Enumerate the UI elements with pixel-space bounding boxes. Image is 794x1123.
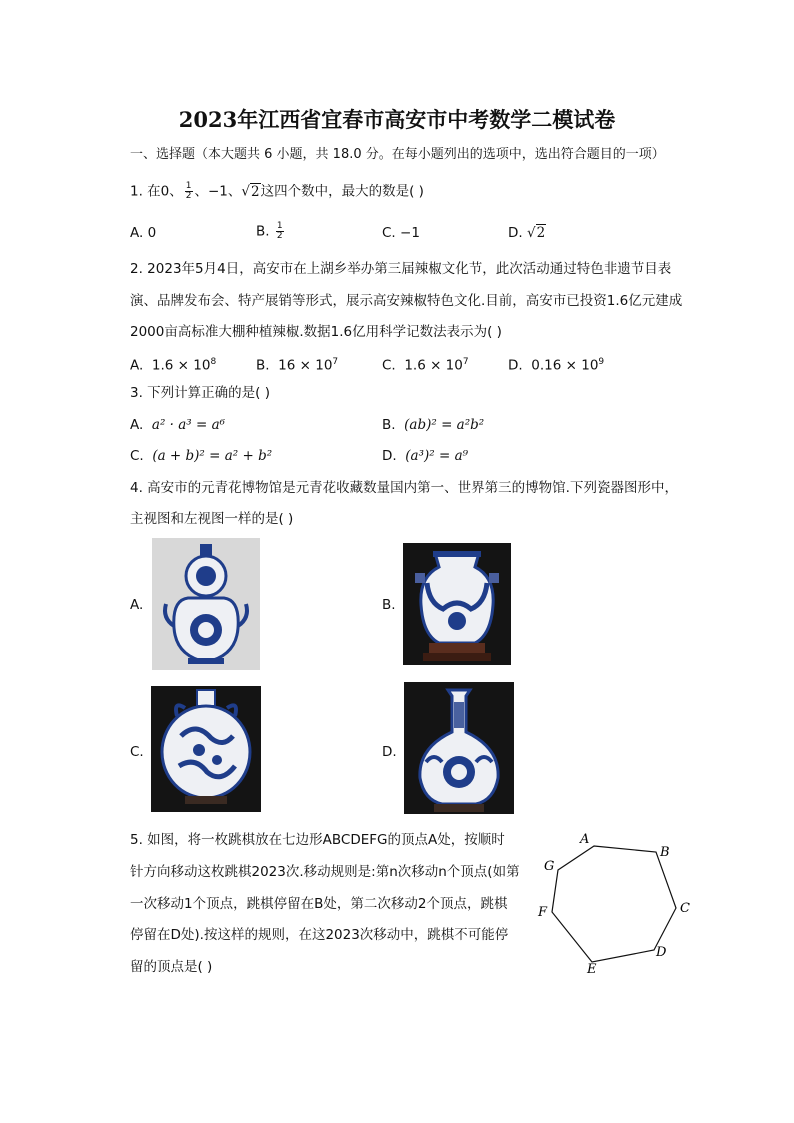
q4-vase-a-image[interactable]	[152, 538, 260, 670]
vertex-label-g: G	[544, 859, 555, 874]
q3-option-c[interactable]	[130, 447, 272, 465]
vertex-label-e: E	[587, 962, 597, 977]
option-expression: (a³)² = a⁹	[405, 448, 469, 464]
q1-option-a[interactable]: A. 0	[130, 225, 157, 241]
q5-line-1: 5. 如图，将一枚跳棋放在七边形ABCDEFG的顶点A处，按顺时	[130, 832, 505, 848]
vertex-label-f: F	[538, 905, 548, 920]
sqrt-two	[241, 183, 260, 200]
vertex-label-b: B	[660, 845, 670, 860]
q1-option-c[interactable]: C. −1	[382, 225, 420, 241]
q2-option-d[interactable]	[508, 353, 604, 375]
q2-option-a[interactable]	[130, 353, 216, 375]
vertex-label-d: D	[656, 945, 667, 960]
q3-option-d[interactable]	[382, 447, 468, 465]
option-label: C.	[130, 448, 144, 464]
q4-option-d-label[interactable]: D.	[382, 744, 397, 760]
q1-option-d-label: D.	[508, 225, 523, 241]
q2-line-2: 演、品牌发布会、特产展销等形式，展示高安辣椒特色文化.目前，高安市已投资1.6亿元建成	[130, 293, 683, 309]
section-heading: 一、选择题（本大题共 6 小题，共 18.0 分。在每小题列出的选项中，选出符合题目的一项）	[130, 147, 665, 162]
option-exponent: 7	[332, 357, 339, 367]
fraction-denominator: 2	[276, 231, 283, 241]
question-1-stem	[130, 182, 424, 201]
option-exponent: 7	[462, 357, 469, 367]
option-base: 0.16 × 10	[531, 357, 599, 374]
option-label: D.	[382, 448, 397, 464]
q2-option-c[interactable]	[382, 353, 469, 375]
q3-stem: 3. 下列计算正确的是( )	[130, 385, 270, 401]
q4-option-b-label[interactable]: B.	[382, 597, 396, 613]
q1-option-d[interactable]	[508, 224, 546, 242]
fraction-half	[185, 182, 193, 201]
fraction-denominator: 2	[185, 191, 192, 201]
option-exponent: 8	[210, 357, 217, 367]
q4-option-c-label[interactable]: C.	[130, 744, 144, 760]
option-expression: (ab)² = a²b²	[404, 417, 485, 433]
page-title: 2023年江西省宜春市高安市中考数学二模试卷	[178, 107, 616, 132]
option-expression: (a + b)² = a² + b²	[152, 448, 273, 464]
q1-text-mid: 、−1、	[194, 183, 242, 200]
q2-option-b[interactable]	[256, 353, 338, 375]
sqrt-radicand: 2	[536, 225, 546, 241]
option-label: A.	[130, 417, 144, 433]
option-label: B.	[382, 417, 396, 433]
sqrt-two	[527, 224, 546, 241]
option-label: D.	[508, 357, 523, 374]
sqrt-radicand: 2	[251, 183, 260, 200]
q5-line-2: 针方向移动这枚跳棋2023次.移动规则是:第n次移动n个顶点(如第	[130, 864, 520, 880]
option-exponent: 9	[598, 357, 605, 367]
option-base: 1.6 × 10	[151, 357, 211, 374]
q4-vase-c-image[interactable]	[151, 686, 261, 812]
bottle-vase-illustration	[404, 682, 514, 814]
fraction-numerator: 1	[185, 181, 192, 191]
q4-line-2: 主视图和左视图一样的是( )	[130, 511, 294, 527]
q3-option-b[interactable]	[382, 416, 484, 434]
sqrt-symbol: √	[241, 183, 251, 200]
q5-line-5: 留的顶点是( )	[130, 959, 213, 975]
sqrt-symbol: √	[526, 225, 536, 241]
q5-line-3: 一次移动1个顶点，跳棋停留在B处，第二次移动2个顶点，跳棋	[130, 896, 508, 912]
q1-text-pre: 1. 在0、	[130, 183, 183, 200]
option-label: C.	[382, 357, 396, 374]
gourd-vase-illustration	[152, 538, 260, 670]
jar-vase-illustration	[403, 543, 511, 665]
q2-line-3: 2000亩高标准大棚种植辣椒.数据1.6亿用科学记数法表示为( )	[130, 324, 502, 340]
option-base: 16 × 10	[278, 357, 333, 374]
q3-option-a[interactable]	[130, 416, 225, 434]
q4-line-1: 4. 高安市的元青花博物馆是元青花收藏数量国内第一、世界第三的博物馆.下列瓷器图形中，	[130, 480, 678, 496]
q1-option-b[interactable]	[256, 222, 286, 241]
heptagon-diagram	[530, 826, 700, 978]
option-expression: a² · a³ = a⁶	[151, 417, 226, 433]
vertex-label-a: A	[580, 832, 590, 847]
q5-line-4: 停留在D处).按这样的规则，在这2023次移动中，跳棋不可能停	[130, 927, 509, 943]
q4-option-a-label[interactable]: A.	[130, 597, 144, 613]
vertex-label-c: C	[680, 901, 690, 916]
q1-option-b-label: B.	[256, 223, 270, 240]
moon-flask-illustration	[151, 686, 261, 812]
option-label: A.	[130, 357, 144, 374]
option-base: 1.6 × 10	[404, 357, 463, 374]
q4-vase-b-image[interactable]	[403, 543, 511, 665]
option-label: B.	[256, 357, 270, 374]
q2-line-1: 2. 2023年5月4日，高安市在上湖乡举办第三届辣椒文化节，此次活动通过特色非遗节目表	[130, 261, 672, 277]
q1-text-post: 这四个数中，最大的数是( )	[260, 183, 424, 200]
fraction-numerator: 1	[276, 221, 283, 231]
fraction-half	[276, 222, 284, 241]
q4-vase-d-image[interactable]	[404, 682, 514, 814]
